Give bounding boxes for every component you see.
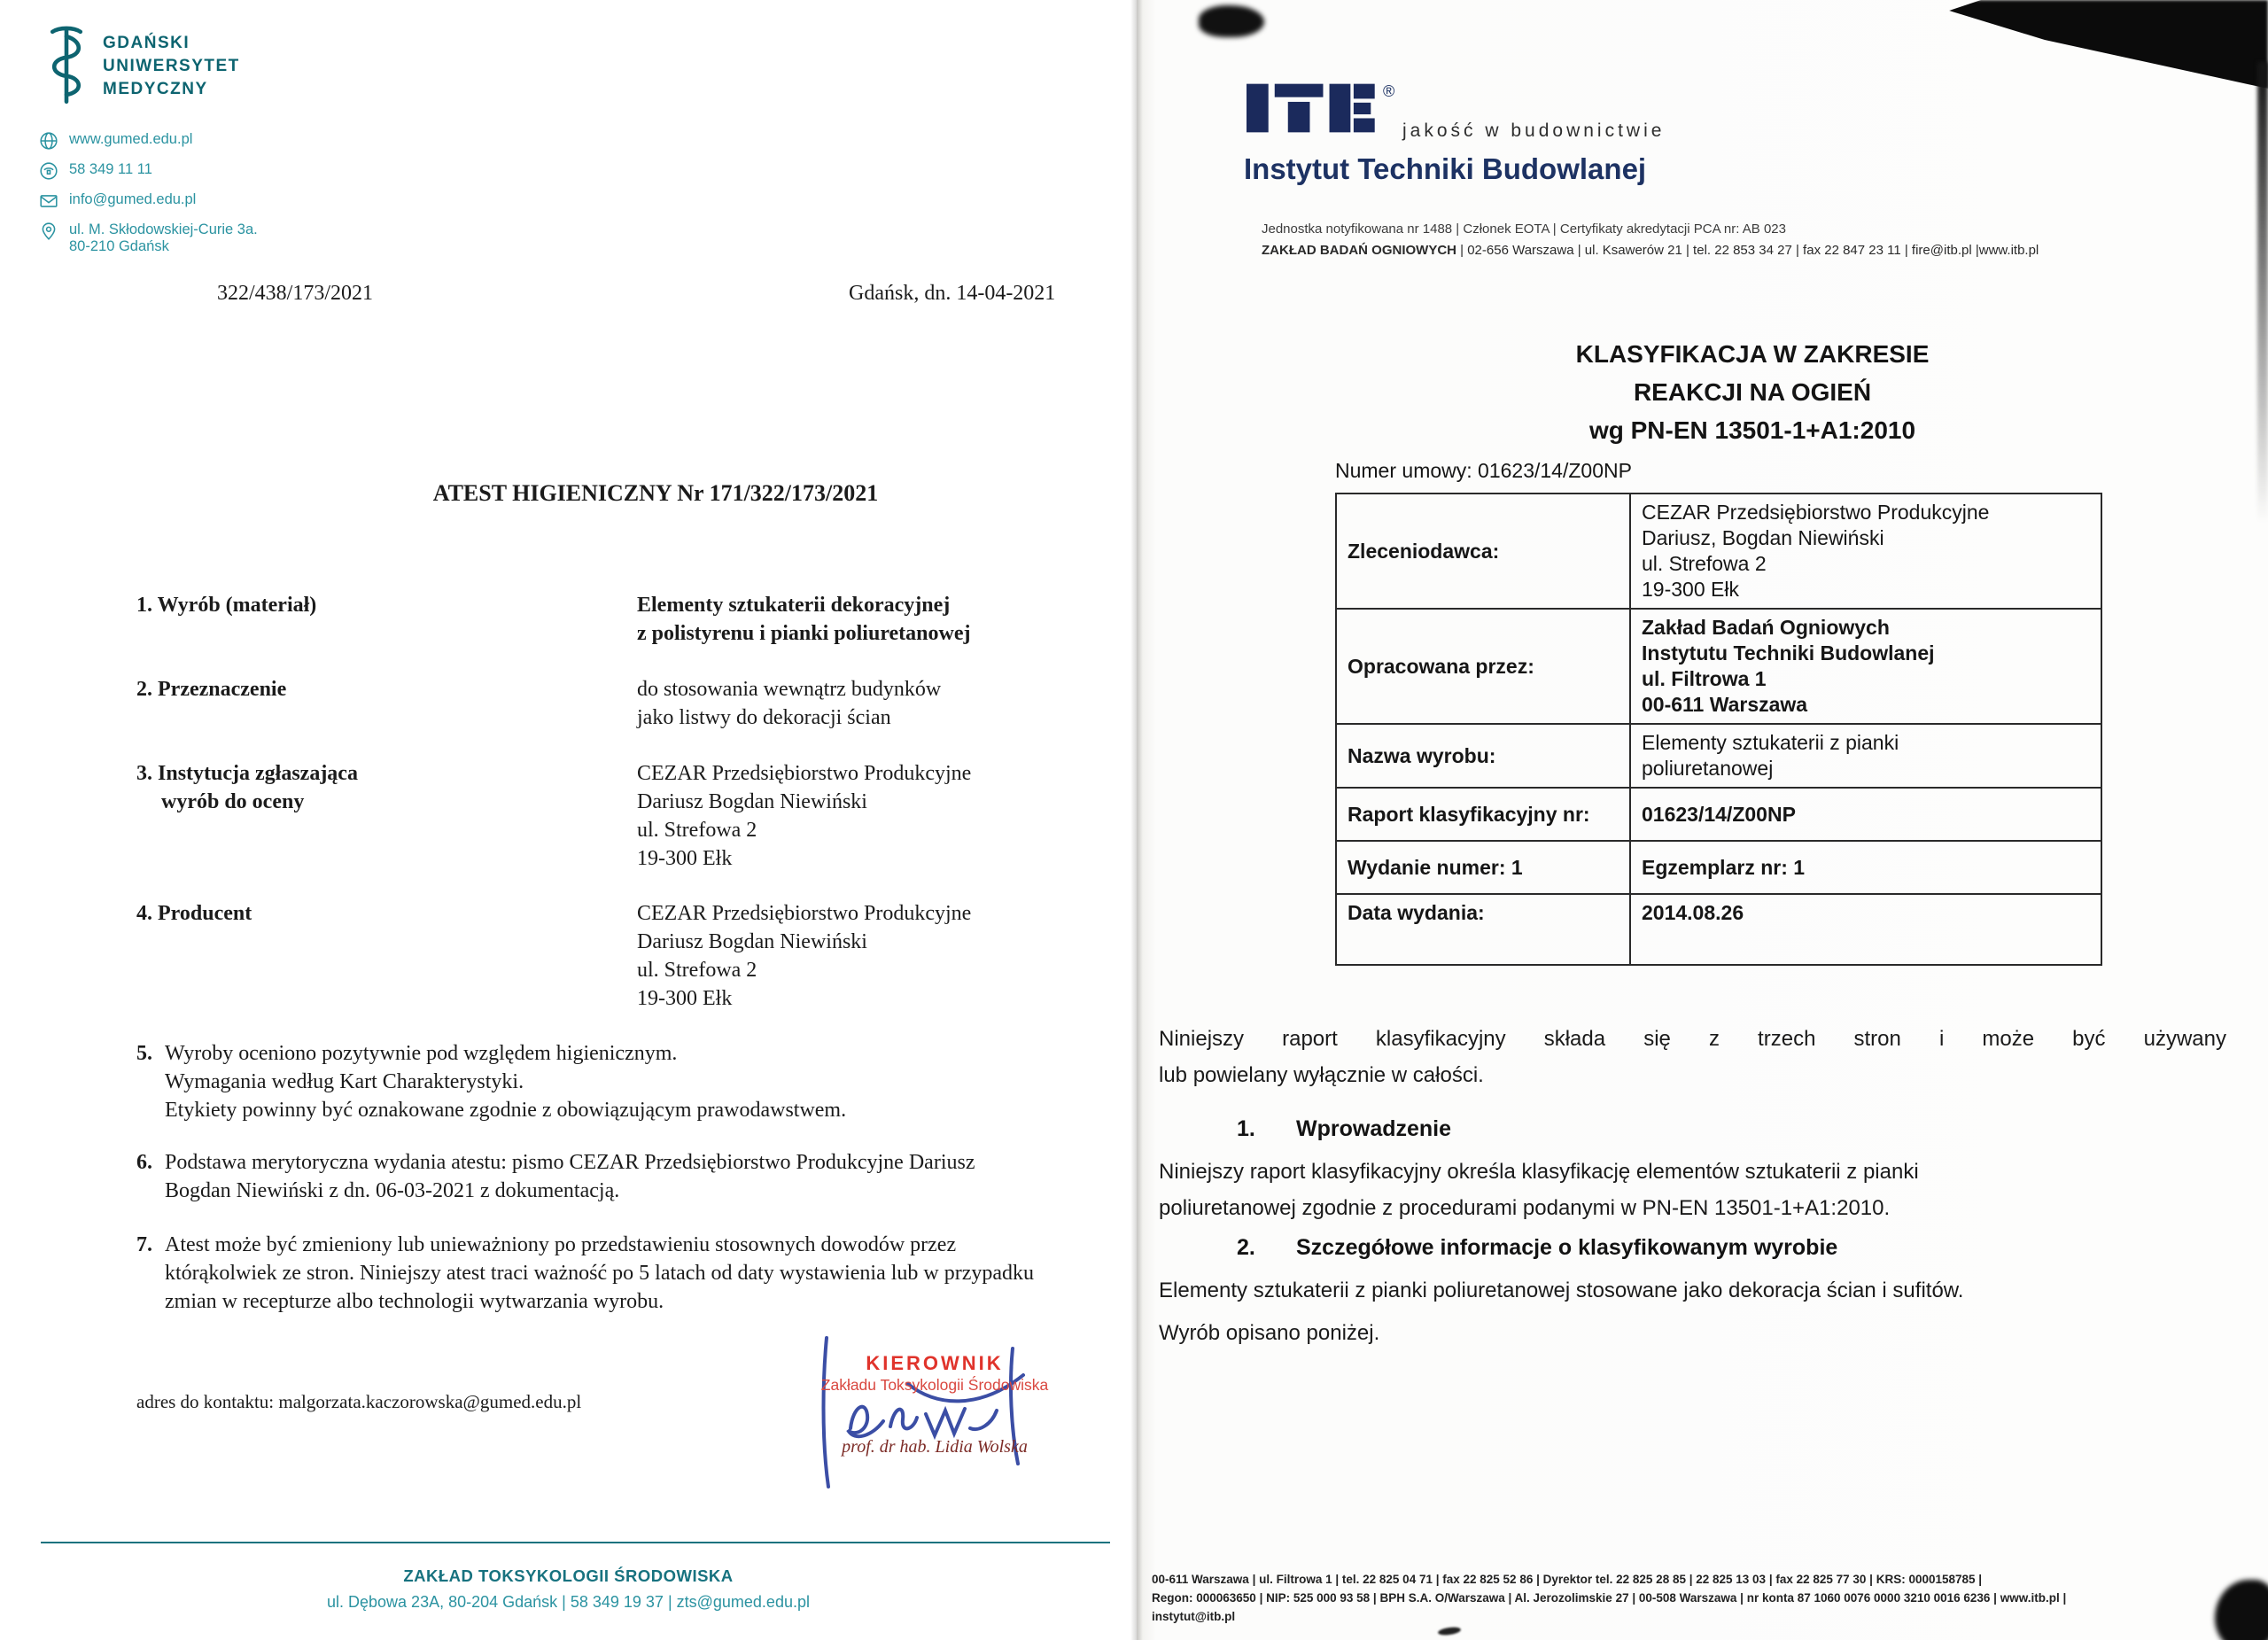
paragraph-text [165,1148,975,1205]
contact-phone-text: 58 349 11 11 [69,161,152,177]
text-line: 19-300 Ełk [637,987,733,1010]
text-line: Instytutu Techniki Budowlanej [1642,641,1935,665]
contact-address [39,222,258,255]
address-line: ul. M. Skłodowskiej-Curie 3a. [69,222,258,237]
section-number: 2. [1237,1235,1255,1260]
classification-table [1335,493,2102,966]
signature-block [821,1352,1048,1457]
text-line: zmian w recepturze albo technologii wytwarzania wyrobu. [165,1290,664,1313]
item-label: 4. Producent [136,902,252,925]
section-number: 1. [1237,1116,1255,1141]
text-line: ul. Strefowa 2 [637,959,757,982]
footer-address: ul. Dębowa 23A, 80-204 Gdańsk | 58 349 19 37 | zts@gumed.edu.pl [327,1593,810,1611]
itb-logo-icon [1247,83,1379,133]
text-line: ul. Strefowa 2 [637,819,757,842]
itb-tagline: jakość w budownictwie [1402,120,1666,141]
table-label-cell: Wydanie numer: 1 [1336,841,1630,894]
contact-address-text [69,222,258,255]
envelope-icon [39,191,58,211]
text-line: lub powielany wyłącznie w całości. [1159,1063,1484,1087]
text-line: Elementy sztukaterii z pianki [1642,731,1899,754]
paragraph-text [165,1231,1034,1316]
text-line: Podstawa merytoryczna wydania atestu: pismo CEZAR Przedsiębiorstwo Produkcyjne Dariusz [165,1151,975,1174]
table-value-cell [1630,494,2101,609]
table-label-cell: Data wydania: [1336,894,1630,965]
text-line: poliuretanowej zgodnie z procedurami podanymi w PN-EN 13501-1+A1:2010. [1159,1196,1891,1220]
paragraph-text [165,1039,846,1124]
caduceus-icon [43,25,90,106]
item-label: 2. Przeznaczenie [136,678,287,701]
table-label-cell: Raport klasyfikacyjny nr: [1336,788,1630,841]
table-label-cell: Nazwa wyrobu: [1336,724,1630,788]
text-line: 00-611 Warszawa [1642,693,1808,716]
text-line: Wyroby oceniono pozytywnie pod względem higienicznym. [165,1042,678,1065]
text-line: 19-300 Ełk [1642,578,1739,601]
classification-title [1576,335,1930,449]
text-line: Niniejszy raport klasyfikacyjny składa się z trzech stron i może być używany [1159,1027,2226,1051]
paragraph-number: 7. [136,1233,152,1256]
itb-footer [1152,1570,2257,1626]
table-row [1336,894,2101,965]
text-line: jako listwy do dekoracji ścian [637,706,891,729]
item-label [136,759,358,816]
text-line: CEZAR Przedsiębiorstwo Produkcyjne [1642,501,1990,524]
scan-artifact [1199,5,1264,37]
footer-department: ZAKŁAD TOKSYKOLOGII ŚRODOWISKA [403,1566,734,1585]
contact-email-text: info@gumed.edu.pl [69,191,197,207]
section-title: Wprowadzenie [1296,1116,1452,1141]
table-value-cell [1630,609,2101,724]
text-line: poliuretanowej [1642,757,1774,780]
globe-icon [39,131,58,151]
page-seam-shadow [1130,0,1143,1640]
text-line: z polistyrenu i pianki poliuretanowej [637,622,971,645]
text-line: Egzemplarz nr: 1 [1642,855,1806,879]
signatory-unit: Zakładu Toksykologii Środowiska [820,1376,1049,1394]
department-name: ZAKŁAD BADAŃ OGNIOWYCH [1262,243,1456,258]
table-value-cell [1630,841,2101,894]
title-line: REAKCJI NA OGIEŃ [1633,378,1872,406]
text-line: Bogdan Niewiński z dn. 06-03-2021 z dokumentacją. [165,1179,620,1202]
text-line: Niniejszy raport klasyfikacyjny określa klasyfikację elementów sztukaterii z pianki [1159,1160,1919,1184]
certificate-title: ATEST HIGIENICZNY Nr 171/322/173/2021 [432,480,879,506]
itb-classification-page [1137,0,2268,1640]
university-name [103,25,240,101]
text-line: Zakład Badań Ogniowych [1642,616,1890,639]
text-line: 2014.08.26 [1642,901,1744,924]
contact-website [39,131,258,151]
table-row [1336,494,2101,609]
text-line: ul. Strefowa 2 [1642,552,1767,575]
address-line: 80-210 Gdańsk [69,238,169,254]
text-line: ul. Filtrowa 1 [1642,667,1767,690]
table-label-cell: Zleceniodawca: [1336,494,1630,609]
table-row [1336,788,2101,841]
table-value-cell [1630,724,2101,788]
department-contacts: | 02-656 Warszawa | ul. Ksawerów 21 | tel. 22 853 34 27 | fax 22 847 23 11 | fire@itb.pl |www.itb.pl [1456,243,2039,258]
text-line: 01623/14/Z00NP [1642,802,1796,826]
text-line: CEZAR Przedsiębiorstwo Produkcyjne [637,762,972,785]
notified-body-line: Jednostka notyfikowana nr 1488 | Członek EOTA | Certyfikaty akredytacji PCA nr: AB 023 [1262,222,1786,237]
text-line: 3. Instytucja zgłaszająca [136,762,358,785]
text-line: Wymagania według Kart Charakterystyki. [165,1070,524,1093]
item-value [637,675,941,732]
gumed-brand [43,25,240,106]
text-line: Dariusz Bogdan Niewiński [637,790,867,813]
footer-line: instytut@itb.pl [1152,1610,1236,1623]
table-row [1336,609,2101,724]
contact-email [39,191,258,211]
registered-mark: ® [1383,82,1395,100]
text-line: do stosowania wewnątrz budynków [637,678,942,701]
place-and-date: Gdańsk, dn. 14-04-2021 [849,282,1056,305]
university-name-line: UNIWERSYTET [103,57,240,75]
location-pin-icon [39,222,58,241]
contact-website-text: www.gumed.edu.pl [69,131,193,147]
text-line: Etykiety powinny być oznakowane zgodnie z obowiązującym prawodawstwem. [165,1099,847,1122]
university-name-line: GDAŃSKI [103,34,190,52]
title-line: wg PN-EN 13501-1+A1:2010 [1588,416,1916,444]
item-value [637,591,971,648]
contract-number-line: Numer umowy: 01623/14/Z00NP [1335,459,1632,482]
itb-logo [1247,83,1394,133]
contact-phone [39,161,258,181]
university-name-line: MEDYCZNY [103,80,208,98]
phone-icon [39,161,58,181]
reference-number: 322/438/173/2021 [217,282,374,305]
text-line: Elementy sztukaterii dekoracyjnej [637,594,951,617]
scan-artifact [2257,62,2268,523]
section-2-note: Wyrób opisano poniżej. [1159,1321,1380,1345]
report-scope-paragraph [1159,1021,2226,1093]
text-line: CEZAR Przedsiębiorstwo Produkcyjne [637,902,972,925]
contact-email-line: adres do kontaktu: malgorzata.kaczorowska@gumed.edu.pl [136,1391,582,1412]
signatory-name: prof. dr hab. Lidia Wolska [842,1437,1028,1457]
scan-artifact [1949,0,2268,89]
table-label-cell: Opracowana przez: [1336,609,1630,724]
text-line: którąkolwiek ze stron. Niniejszy atest traci ważność po 5 latach od daty wystawienia lub w przypadku [165,1262,1035,1285]
item-value [637,759,971,873]
section-1-body [1159,1154,2231,1226]
table-row [1336,724,2101,788]
footer-line: Regon: 000063650 | NIP: 525 000 93 58 | BPH S.A. O/Warszawa | Al. Jerozolimskie 27 | 00-508 Warszawa | nr konta 87 1060 0076 0000 3210 0016 6236 | www.itb.pl | [1152,1591,2067,1605]
signatory-role: KIEROWNIK [866,1352,1004,1374]
paragraph-number: 5. [136,1042,152,1065]
paragraph-number: 6. [136,1151,152,1174]
text-line: Elementy sztukaterii z pianki poliuretanowej stosowane jako dekoracja ścian i sufitów. [1159,1279,1964,1302]
section-title: Szczegółowe informacje o klasyfikowanym wyrobie [1296,1235,1838,1260]
table-row [1336,841,2101,894]
item-label: 1. Wyrób (materiał) [136,594,317,617]
footer-divider [41,1542,1110,1543]
text-line: 19-300 Ełk [637,847,733,870]
title-line: KLASYFIKACJA W ZAKRESIE [1575,340,1930,368]
section-2-body [1159,1272,2231,1309]
text-line: Atest może być zmieniony lub unieważniony po przedstawieniu stosownych dowodów przez [165,1233,957,1256]
table-value-cell [1630,894,2101,965]
table-value-cell [1630,788,2101,841]
gumed-contact-list [39,131,258,266]
fire-department-line [1262,243,2039,258]
institute-name: Instytut Techniki Budowlanej [1244,152,1647,185]
item-value [637,899,971,1013]
scan-artifact [1438,1626,1462,1636]
text-line: Dariusz Bogdan Niewiński [637,930,867,953]
footer-line: 00-611 Warszawa | ul. Filtrowa 1 | tel. 22 825 04 71 | fax 22 825 52 86 | Dyrektor tel. 22 825 28 85 | 22 825 13 03 | fax 22 825 77 30 | KRS: 0000158785 | [1152,1573,1983,1586]
text-line: wyrób do oceny [161,790,305,813]
text-line: Dariusz, Bogdan Niewiński [1642,526,1884,549]
